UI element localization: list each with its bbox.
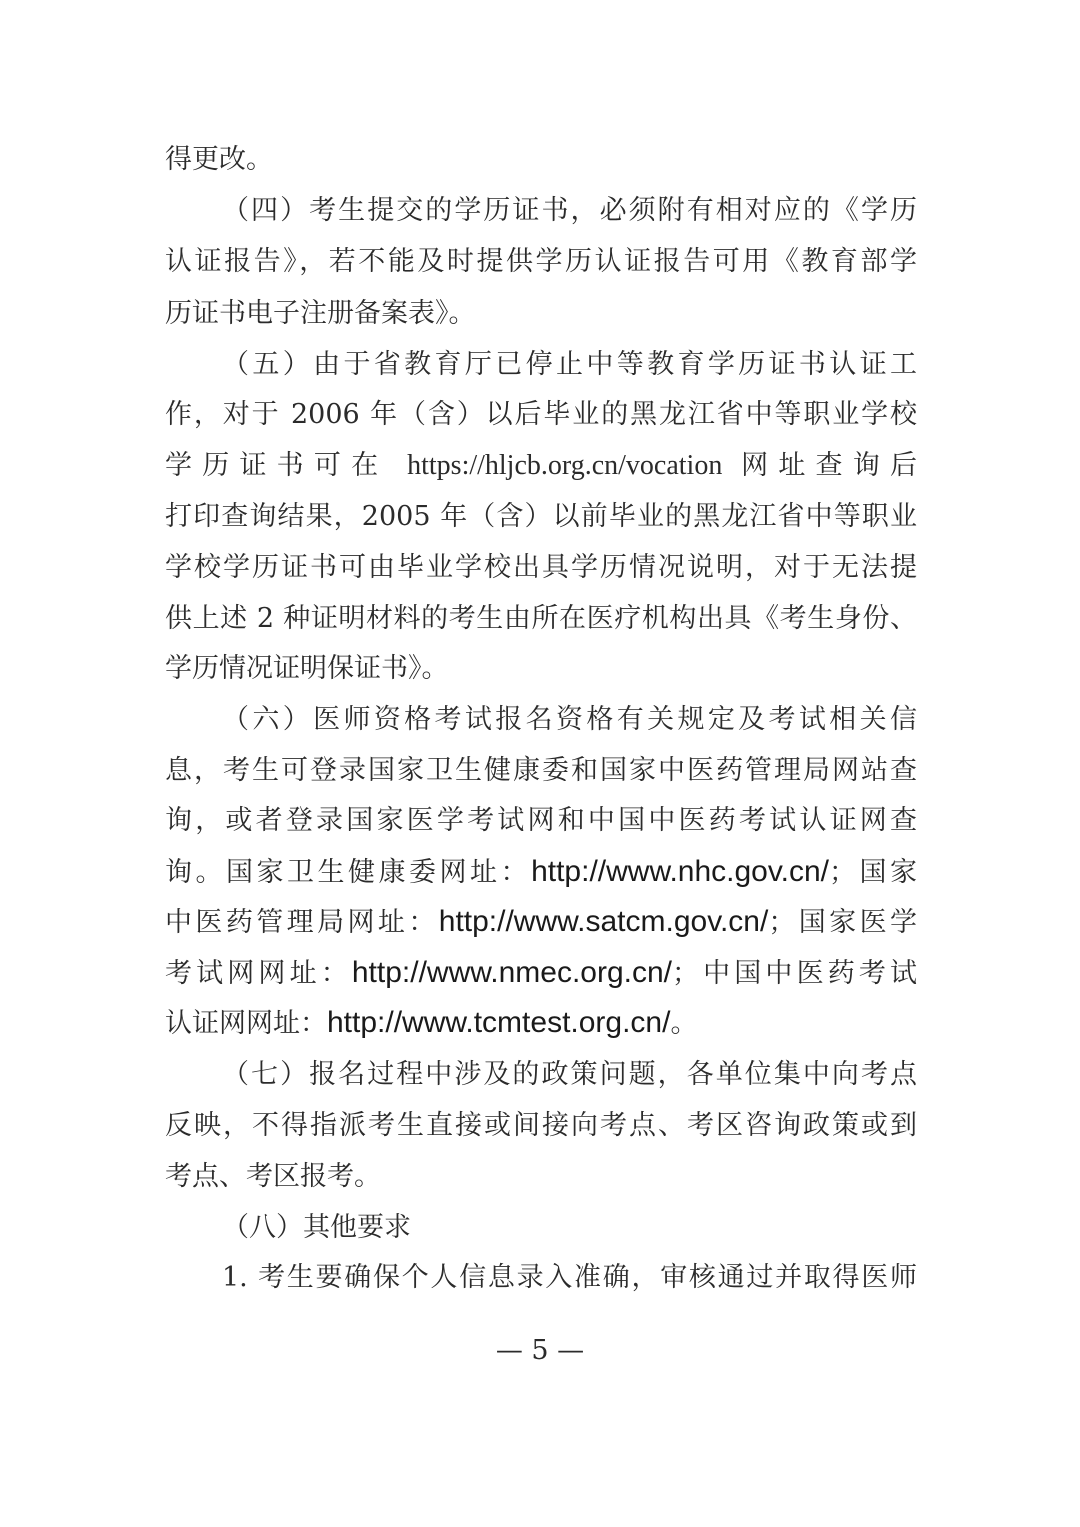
line-text: 询。国家卫生健康委网址： bbox=[165, 857, 532, 888]
nmec-url-link[interactable]: http://www.nmec.org.cn/ bbox=[351, 956, 672, 989]
paragraph-line: 学校学历证书可由毕业学校出具学历情况说明，对于无法提 bbox=[165, 552, 917, 583]
paragraph-line: 考点、考区报考。 bbox=[165, 1161, 381, 1192]
paragraph-line: 反映，不得指派考生直接或间接向考点、考区咨询政策或到 bbox=[165, 1110, 917, 1141]
paragraph-line: 供上述 2 种证明材料的考生由所在医疗机构出具《考生身份、 bbox=[165, 603, 917, 634]
paragraph-line: 作，对于 2006 年（含）以后毕业的黑龙江省中等职业学校 bbox=[165, 399, 917, 430]
tcmtest-url-link[interactable]: http://www.tcmtest.org.cn/ bbox=[327, 1006, 671, 1039]
line-text: 。 bbox=[670, 1008, 698, 1039]
paragraph-line: 学历情况证明保证书》。 bbox=[165, 653, 449, 684]
paragraph-line bbox=[165, 1005, 917, 1041]
paragraph-line: 历证书电子注册备案表》。 bbox=[165, 298, 476, 329]
line-text: ；国家医学 bbox=[768, 907, 918, 938]
line-text: 学历证书可在 bbox=[165, 450, 408, 481]
paragraph-line: 询，或者登录国家医学考试网和中国中医药考试认证网查 bbox=[165, 805, 917, 836]
section-six-heading-line: （六）医师资格考试报名资格有关规定及考试相关信 bbox=[222, 704, 917, 735]
paragraph-line: 息，考生可登录国家卫生健康委和国家中医药管理局网站查 bbox=[165, 755, 917, 786]
line-text: ；国家 bbox=[829, 857, 918, 888]
section-five-heading-line: （五）由于省教育厅已停止中等教育学历证书认证工 bbox=[222, 349, 917, 380]
section-seven-heading-line: （七）报名过程中涉及的政策问题，各单位集中向考点 bbox=[222, 1059, 917, 1090]
paragraph-line: 认证报告》，若不能及时提供学历认证报告可用《教育部学 bbox=[165, 246, 917, 277]
line-text: ；中国中医药考试 bbox=[672, 958, 918, 989]
page-number: — 5 — bbox=[495, 1335, 585, 1366]
paragraph-line bbox=[165, 904, 917, 940]
section-four-heading-line: （四）考生提交的学历证书，必须附有相对应的《学历 bbox=[222, 195, 917, 226]
paragraph-line bbox=[165, 448, 917, 484]
hljcb-url-link[interactable]: https://hljcb.org.cn/vocation bbox=[407, 450, 723, 481]
line-text: 认证网网址： bbox=[165, 1008, 327, 1039]
line-text: 中医药管理局网址： bbox=[165, 907, 439, 938]
line-text: 网址查询后 bbox=[722, 450, 917, 481]
paragraph-line: 1. 考生要确保个人信息录入准确，审核通过并取得医师 bbox=[222, 1262, 917, 1293]
nhc-url-link[interactable]: http://www.nhc.gov.cn/ bbox=[531, 855, 829, 888]
section-eight-heading: （八）其他要求 bbox=[222, 1212, 411, 1243]
paragraph-line: 打印查询结果，2005 年（含）以前毕业的黑龙江省中等职业 bbox=[165, 501, 917, 532]
paragraph-line bbox=[165, 854, 917, 890]
line-text: 考试网网址： bbox=[165, 958, 352, 989]
satcm-url-link[interactable]: http://www.satcm.gov.cn/ bbox=[438, 905, 769, 938]
paragraph-line bbox=[165, 955, 917, 991]
paragraph-line: 得更改。 bbox=[165, 144, 273, 175]
